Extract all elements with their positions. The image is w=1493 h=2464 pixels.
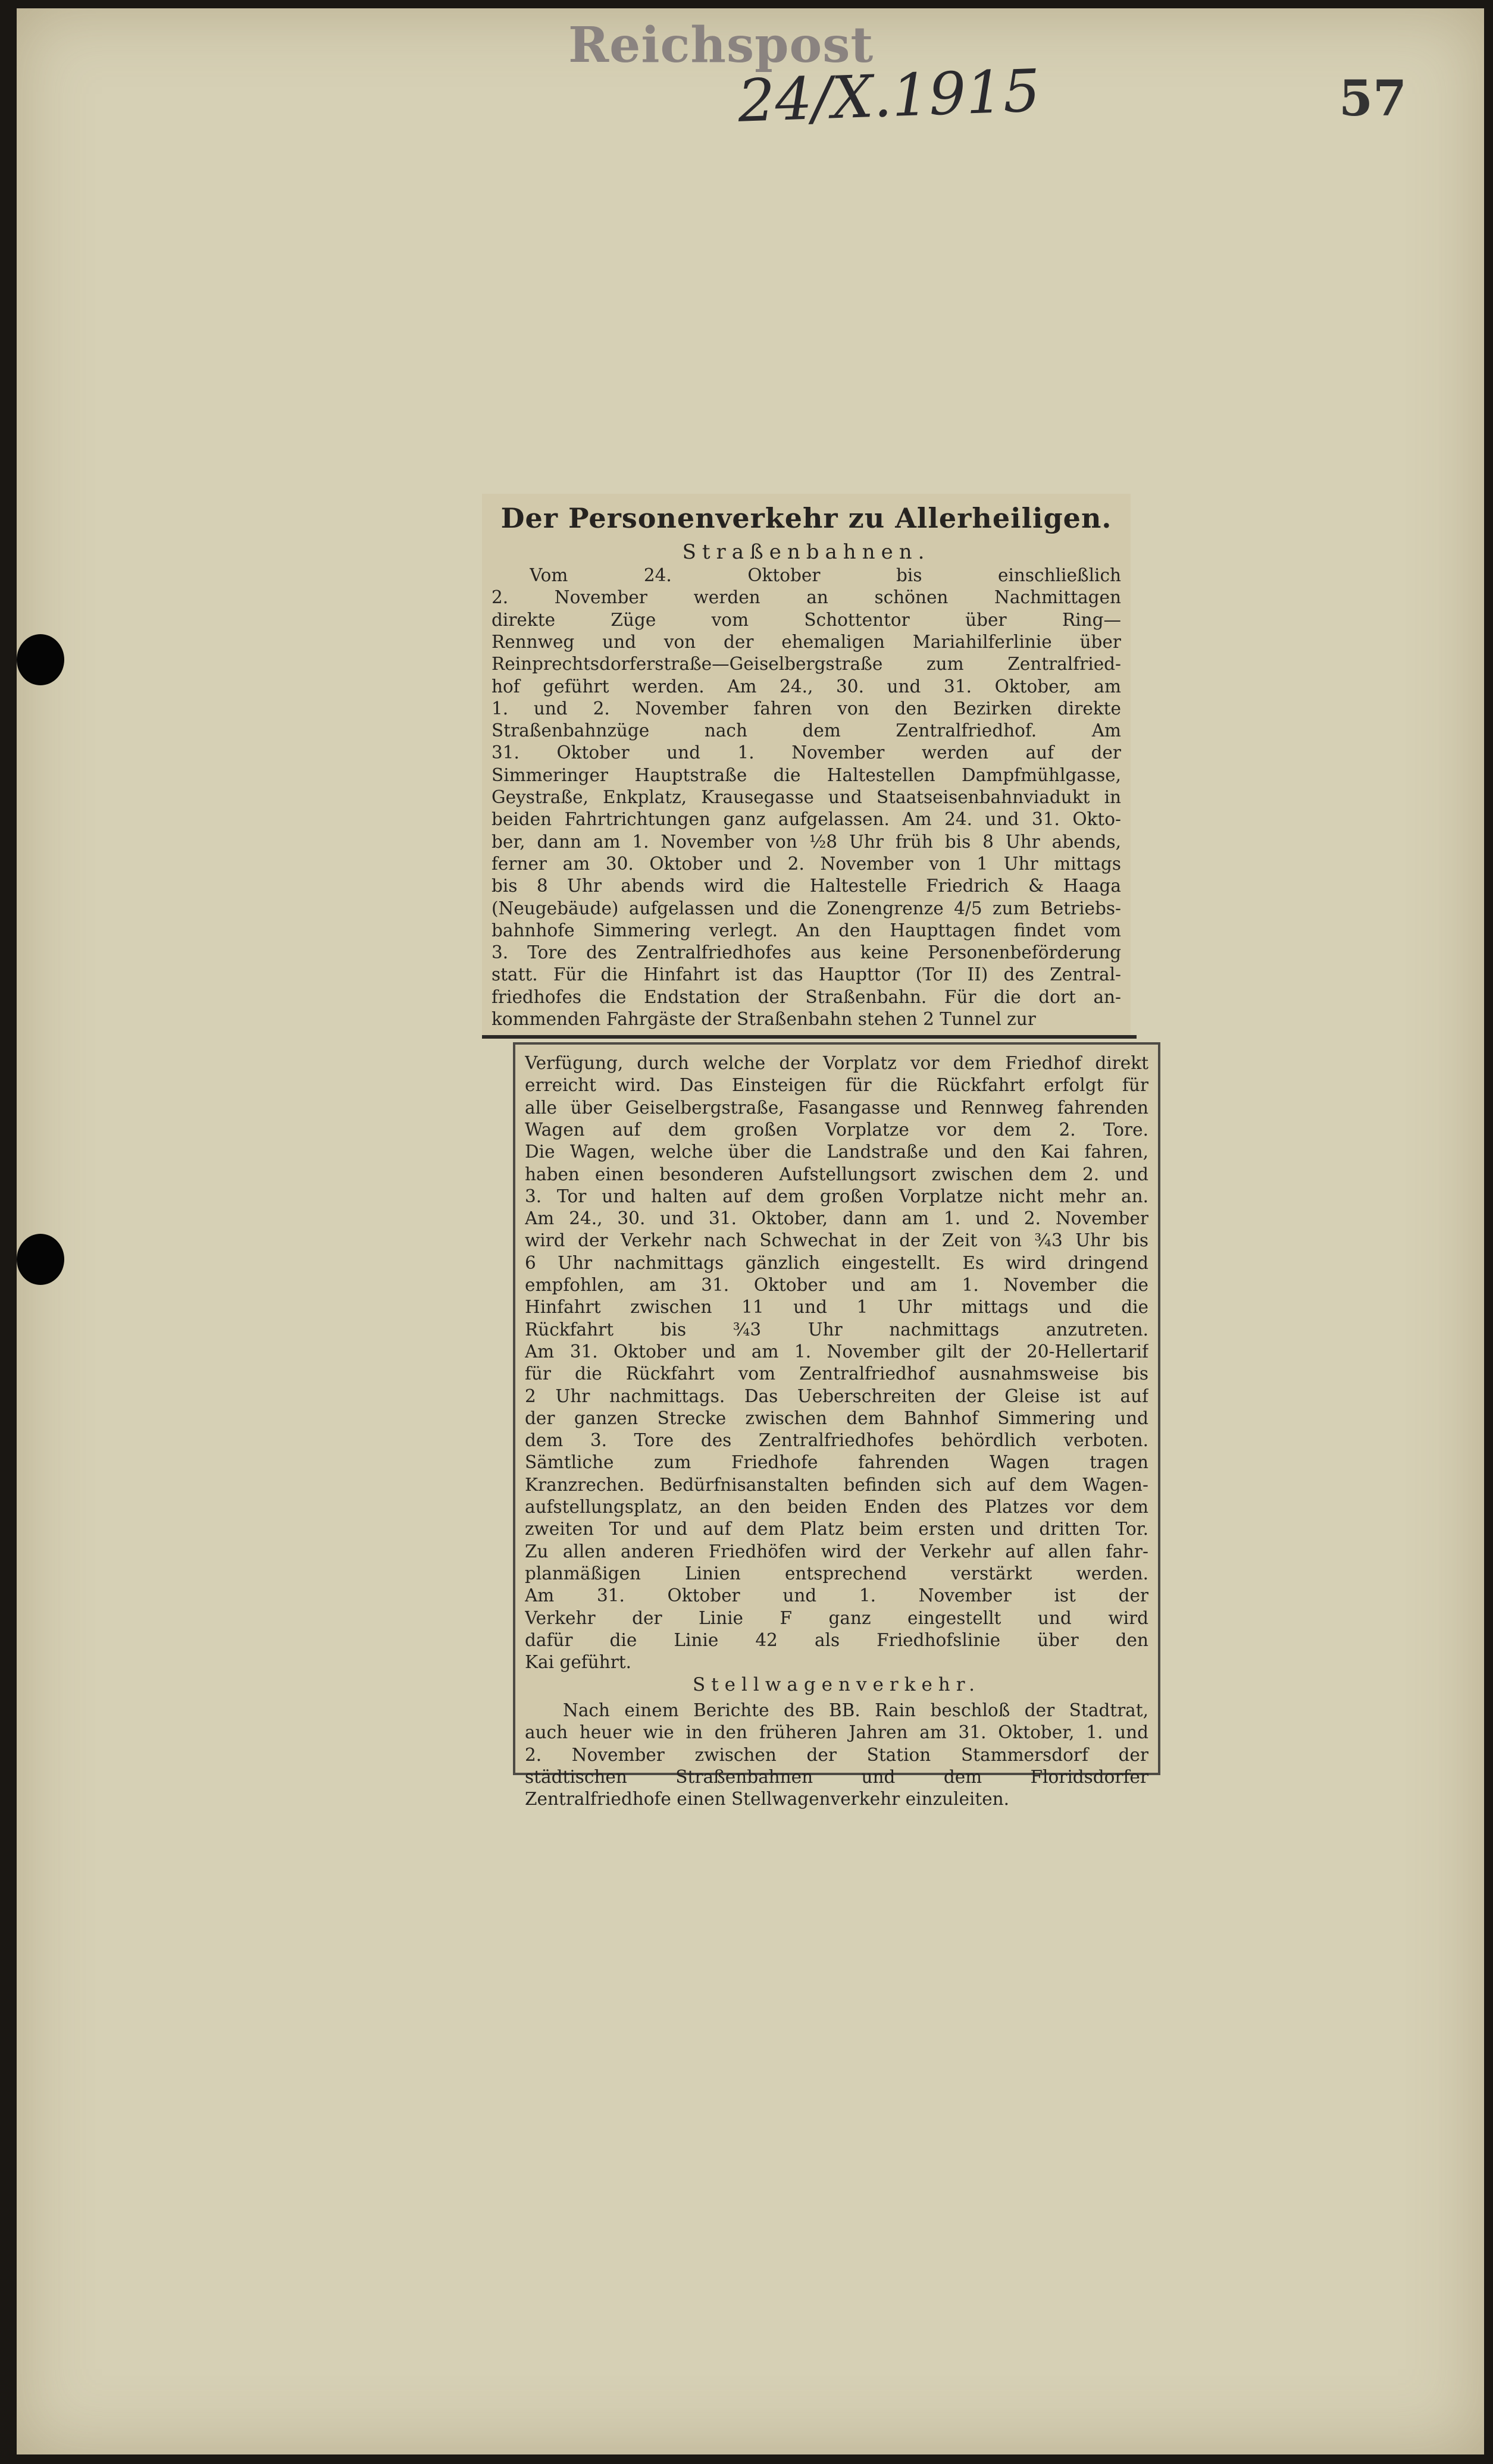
text-line: hof geführt werden. Am 24., 30. und 31. Oktober, am: [492, 676, 1121, 697]
text-line: dem 3. Tore des Zentralfriedhofes behördlich verboten.: [525, 1430, 1148, 1451]
text-line: Am 24., 30. und 31. Oktober, dann am 1. und 2. November: [525, 1208, 1148, 1229]
text-line: erreicht wird. Das Einsteigen für die Rückfahrt erfolgt für: [525, 1075, 1148, 1096]
punch-hole: [17, 1234, 64, 1285]
text-line: 2. November zwischen der Station Stammersdorf der: [525, 1744, 1148, 1765]
text-line: planmäßigen Linien entsprechend verstärkt werden.: [525, 1563, 1148, 1584]
text-line: direkte Züge vom Schottentor über Ring—: [492, 609, 1121, 630]
text-line: 1. und 2. November fahren von den Bezirken direkte: [492, 698, 1121, 719]
text-line: Straßenbahnzüge nach dem Zentralfriedhof. Am: [492, 720, 1121, 741]
text-line: haben einen besonderen Aufstellungsort zwischen dem 2. und: [525, 1164, 1148, 1184]
punch-hole: [17, 634, 64, 685]
handwritten-date: 24/X.1915: [737, 57, 1041, 136]
text-line: dafür die Linie 42 als Friedhofslinie über den: [525, 1629, 1148, 1650]
text-line: 31. Oktober und 1. November werden auf der: [492, 742, 1121, 763]
text-line: bahnhofe Simmering verlegt. An den Haupttagen findet vom: [492, 920, 1121, 941]
text-line: Sämtliche zum Friedhofe fahrenden Wagen tragen: [525, 1452, 1148, 1473]
text-line: ber, dann am 1. November von ½8 Uhr früh bis 8 Uhr abends,: [492, 831, 1121, 852]
text-line: 3. Tor und halten auf dem großen Vorplatze nicht mehr an.: [525, 1186, 1148, 1206]
text-line: bis 8 Uhr abends wird die Haltestelle Friedrich & Haaga: [492, 876, 1121, 896]
page-number: 57: [1339, 70, 1407, 127]
text-line: beiden Fahrtrichtungen ganz aufgelassen. Am 24. und 31. Okto-: [492, 809, 1121, 830]
text-line: Verfügung, durch welche der Vorplatz vor dem Friedhof direkt: [525, 1053, 1148, 1073]
text-line: 2 Uhr nachmittags. Das Ueberschreiten der Gleise ist auf: [525, 1385, 1148, 1406]
text-line: kommenden Fahrgäste der Straßenbahn stehen 2 Tunnel zur: [492, 1009, 1036, 1029]
text-line: (Neugebäude) aufgelassen und die Zonengrenze 4/5 zum Betriebs-: [492, 898, 1121, 918]
text-line: empfohlen, am 31. Oktober und am 1. November die: [525, 1275, 1148, 1295]
text-line: auch heuer wie in den früheren Jahren am 31. Oktober, 1. und: [525, 1722, 1148, 1743]
text-line: Zu allen anderen Friedhöfen wird der Verkehr auf allen fahr-: [525, 1541, 1148, 1562]
column-divider: [482, 1035, 1137, 1039]
text-line: wird der Verkehr nach Schwechat in der Zeit von ¾3 Uhr bis: [525, 1230, 1148, 1251]
text-line: alle über Geiselbergstraße, Fasangasse und Rennweg fahrenden: [525, 1097, 1148, 1118]
text-line: 6 Uhr nachmittags gänzlich eingestellt. Es wird dringend: [525, 1252, 1148, 1273]
text-line: Am 31. Oktober und am 1. November gilt der 20-Hellertarif: [525, 1341, 1148, 1362]
text-line: Nach einem Berichte des BB. Rain beschloß der Stadtrat,: [563, 1700, 1148, 1720]
newspaper-stamp: Reichspost: [568, 17, 874, 74]
text-line: Kai geführt.: [525, 1652, 632, 1673]
text-line: Verkehr der Linie F ganz eingestellt und wird: [525, 1607, 1148, 1628]
clipping-part-2: [513, 1042, 1160, 1810]
text-line: 3. Tore des Zentralfriedhofes aus keine Personenbeförderung: [492, 942, 1121, 963]
text-line: der ganzen Strecke zwischen dem Bahnhof Simmering und: [525, 1407, 1148, 1428]
text-line: Rennweg und von der ehemaligen Mariahilferlinie über: [492, 631, 1121, 652]
text-line: friedhofes die Endstation der Straßenbahn. Für die dort an-: [492, 986, 1121, 1007]
text-line: für die Rückfahrt vom Zentralfriedhof ausnahmsweise bis: [525, 1363, 1148, 1384]
text-line: Reinprechtsdorferstraße—Geiselbergstraße zum Zentralfried-: [492, 654, 1121, 675]
text-line: aufstellungsplatz, an den beiden Enden des Platzes vor dem: [525, 1497, 1148, 1517]
text-line: Simmeringer Hauptstraße die Haltestellen Dampfmühlgasse,: [492, 764, 1121, 785]
text-line: Kranzrechen. Bedürfnisanstalten befinden sich auf dem Wagen-: [525, 1474, 1148, 1495]
text-line: Vom 24. Oktober bis einschließlich: [530, 565, 1121, 585]
text-line: Wagen auf dem großen Vorplatze vor dem 2. Tore.: [525, 1119, 1148, 1140]
text-line: 2. November werden an schönen Nachmittagen: [492, 587, 1121, 608]
text-line: Geystraße, Enkplatz, Krausegasse und Staatseisenbahnviadukt in: [492, 787, 1121, 807]
section-heading-strassenbahnen: Straßenbahnen.: [682, 540, 931, 564]
text-line: zweiten Tor und auf dem Platz beim ersten und dritten Tor.: [525, 1519, 1148, 1540]
text-line: Hinfahrt zwischen 11 und 1 Uhr mittags und die: [525, 1297, 1148, 1318]
text-line: statt. Für die Hinfahrt ist das Haupttor (Tor II) des Zentral-: [492, 964, 1121, 985]
clipping-part-1: [482, 494, 1131, 1036]
text-line: Zentralfriedhofe einen Stellwagenverkehr einzuleiten.: [525, 1789, 1010, 1810]
text-line: Am 31. Oktober und 1. November ist der: [525, 1585, 1148, 1606]
text-line: städtischen Straßenbahnen und dem Floridsdorfer: [525, 1766, 1148, 1787]
text-line: Rückfahrt bis ¾3 Uhr nachmittags anzutreten.: [525, 1319, 1148, 1340]
text-line: Die Wagen, welche über die Landstraße und den Kai fahren,: [525, 1142, 1148, 1162]
text-line: ferner am 30. Oktober und 2. November von 1 Uhr mittags: [492, 853, 1121, 874]
section-heading-stellwagenverkehr: Stellwagenverkehr.: [692, 1674, 981, 1695]
article-title: Der Personenverkehr zu Allerheiligen.: [500, 502, 1112, 534]
